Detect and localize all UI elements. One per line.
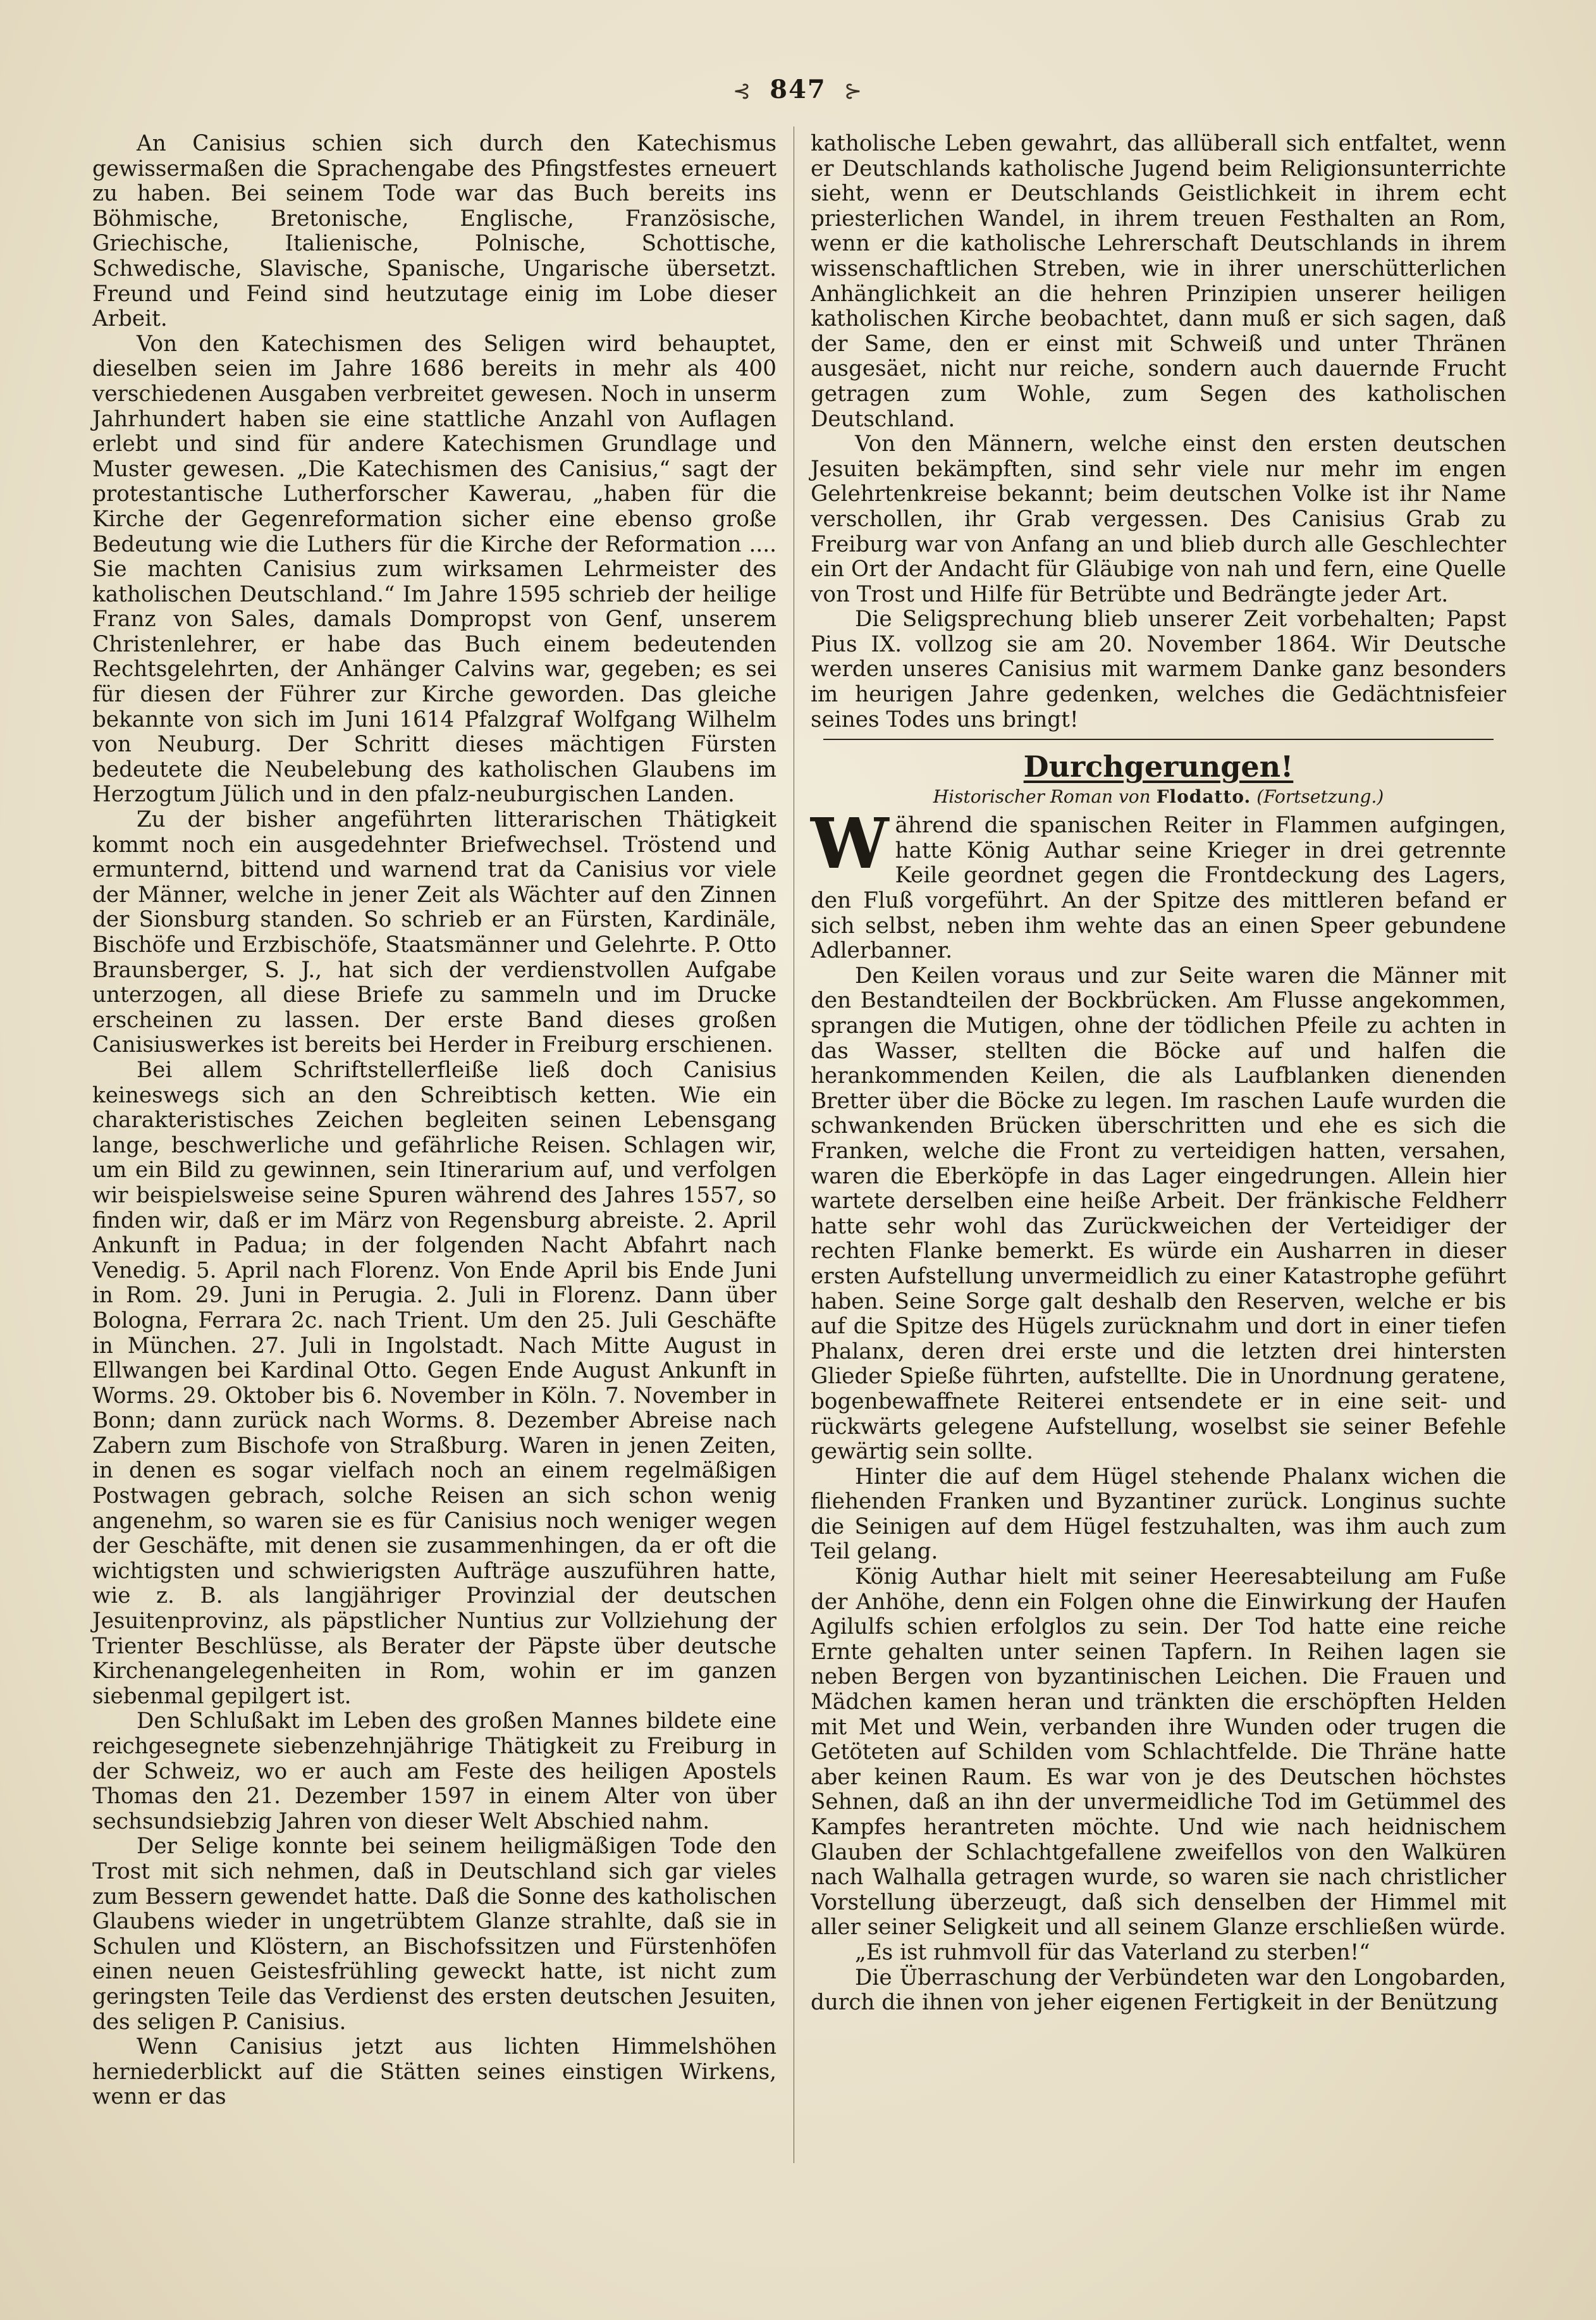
paragraph: An Canisius schien sich durch den Katechismus gewissermaßen die Sprachengabe des Pfingstfestes erneuert zu haben. Bei seinem Tode war das Buch bereits ins Böhmische, Bretonische, Englische, Französische, Griechische, Italienische, Polnische, Schottische, Schwedische, Slavische, Spanische, Ungarische übersetzt. Freund und Feind sind heutzutage einig im Lobe dieser Arbeit.	[92, 131, 777, 332]
paragraph: Zu der bisher angeführten litterarischen Thätigkeit kommt noch ein ausgedehnter Briefwechsel. Tröstend und ermunternd, bittend und warnend trat da Canisius vor viele der Männer, welche in jener Zeit als Wächter auf den Zinnen der Sionsburg standen. So schrieb er an Fürsten, Kardinäle, Bischöfe und Erzbischöfe, Staatsmänner und Gelehrte. P. Otto Braunsberger, S. J., hat sich der verdienstvollen Aufgabe unterzogen, all diese Briefe zu sammeln und im Drucke erscheinen zu lassen. Der erste Band dieses großen Canisiuswerkes ist bereits bei Herder in Freiburg erschienen.	[92, 807, 777, 1058]
paragraph: Den Schlußakt im Leben des großen Mannes bildete eine reichgesegnete siebenzehnjährige Thätigkeit zu Freiburg in der Schweiz, wo er auch am Feste des heiligen Apostels Thomas den 21. Dezember 1597 in einem Alter von über sechsundsiebzig Jahren von dieser Welt Abschied nahm.	[92, 1708, 777, 1834]
first-paragraph-text: ährend die spanischen Reiter in Flammen aufgingen, hatte König Authar seine Krieger in drei getrennte Keile geordnet gegen die Frontdeckung des Lagers, den Fluß vorgeführt. An der Spitze des mittleren befand er sich selbst, neben ihm wehte das an einen Speer gebundene Adlerbanner.	[811, 813, 1506, 964]
paragraph: „Es ist ruhmvoll für das Vaterland zu sterben!“	[855, 1939, 1370, 1965]
paragraph: Von den Männern, welche einst den ersten deutschen Jesuiten bekämpften, sind sehr viele nur mehr im engen Gelehrtenkreise bekannt; beim deutschen Volke ist ihr Name verschollen, ihr Grab vergessen. Des Canisius Grab zu Freiburg war von Anfang an und blieb durch alle Geschlechter ein Ort der Andacht für Gläubige von nah und fern, eine Quelle von Trost und Hilfe für Betrübte und Bedrängte jeder Art.	[811, 431, 1506, 607]
paragraph: Der Selige konnte bei seinem heiligmäßigen Tode den Trost mit sich nehmen, daß in Deutschland sich gar vieles zum Bessern gewendet hatte. Daß die Sonne des katholischen Glaubens wieder in ungetrübtem Glanze strahlte, daß sie in Schulen und Klöstern, an Bischofssitzen und Fürstenhöfen einen neuen Geistesfrühling geweckt hatte, ist nicht zum geringsten Teile das Verdienst des ersten deutschen Jesuiten, des seligen P. Canisius.	[92, 1834, 777, 2035]
byline-suffix: (Fortsetzung.)	[1256, 786, 1384, 808]
section-rule	[823, 739, 1494, 740]
ornament-left-icon: ⊰	[732, 78, 752, 104]
story-first-paragraph	[811, 803, 1506, 964]
story-byline	[811, 784, 1506, 810]
paragraph: Die Überraschung der Verbündeten war den Longobarden, durch die ihnen von jeher eigenen Fertigkeit in der Benützung	[811, 1965, 1506, 2016]
ornament-right-icon: ⊱	[844, 78, 864, 104]
paragraph: Den Keilen voraus und zur Seite waren die Männer mit den Bestandteilen der Bockbrücken. Am Flusse angekommen, sprangen die Mutigen, ohne der tödlichen Pfeile zu achten in das Wasser, stellten die Böcke auf und halfen die herankommenden Keilen, die als Laufblanken dienenden Bretter über die Böcke zu legen. Im raschen Laufe wurden die schwankenden Brücken überschritten und ehe es sich die Franken, welche die Front zu verteidigen hatten, versahen, waren die Eberköpfe in das Lager eingedrungen. Allein hier wartete derselben eine heiße Arbeit. Der fränkische Feldherr hatte sehr wohl das Zurückweichen der Verteidiger der rechten Flanke bemerkt. Es würde ein Ausharren in dieser ersten Aufstellung unvermeidlich zu einer Katastrophe geführt haben. Seine Sorge galt deshalb den Reserven, welche er bis auf die Spitze des Hügels zurücknahm und dort in einer tiefen Phalanx, deren drei erste und die letzten drei hintersten Glieder Spieße führten, aufstellte. Die in Unordnung geratene, bogenbewaffnete Reiterei entsendete er in eine seit- und rückwärts gelegene Aufstellung, woselbst sie seiner Befehle gewärtig sein sollte.	[811, 963, 1506, 1465]
byline-author: Flodatto.	[1156, 786, 1251, 808]
byline-prefix: Historischer Roman von	[933, 786, 1151, 808]
paragraph: katholische Leben gewahrt, das allüberall sich entfaltet, wenn er Deutschlands katholische Jugend beim Religionsunterrichte sieht, wenn er Deutschlands Geistlichkeit in ihrem echt priesterlichen Wandel, in ihrem treuen Festhalten an Rom, wenn er die katholische Lehrerschaft Deutschlands in ihrem wissenschaftlichen Streben, wie in ihrer unerschütterlichen Anhänglichkeit an die hehren Prinzipien unserer heiligen katholischen Kirche beobachtet, dann muß er sich sagen, daß der Same, den er einst mit Schweiß und unter Thränen ausgesäet, nicht nur reiche, sondern auch dauernde Frucht getragen zum Wohle, zum Segen des katholischen Deutschland.	[811, 131, 1506, 432]
paragraph: Bei allem Schriftstellerfleiße ließ doch Canisius keineswegs sich an den Schreibtisch ketten. Wie ein charakteristisches Zeichen begleiten seinen Lebensgang lange, beschwerliche und gefährliche Reisen. Schlagen wir, um ein Bild zu gewinnen, sein Itinerarium auf, und verfolgen wir beispielsweise seine Spuren während des Jahres 1557, so finden wir, daß er im März von Regensburg abreiste. 2. April Ankunft in Padua; in der folgenden Nacht Abfahrt nach Venedig. 5. April nach Florenz. Von Ende April bis Ende Juni in Rom. 29. Juni in Perugia. 2. Juli in Florenz. Dann über Bologna, Ferrara 2c. nach Trient. Um den 25. Juli Geschäfte in München. 27. Juli in Ingolstadt. Nach Mitte August in Ellwangen bei Kardinal Otto. Gegen Ende August Ankunft in Worms. 29. Oktober bis 6. November in Köln. 7. November in Bonn; dann zurück nach Worms. 8. Dezember Abreise nach Zabern zum Bischofe von Straßburg. Waren in jenen Zeiten, in denen es sogar vielfach noch an einem regelmäßigen Postwagen gebrach, solche Reisen an sich schon wenig angenehm, so waren sie es für Canisius noch weniger wegen der Geschäfte, mit denen sie zusammenhingen, da er oft die wichtigsten und schwierigsten Aufträge auszuführen hatte, wie z. B. als langjähriger Provinzial der deutschen Jesuitenprovinz, als päpstlicher Nuntius zur Vollziehung der Trienter Beschlüsse, als Berater der Päpste über deutsche Kirchenangelegenheiten in Rom, wohin er im ganzen siebenmal gepilgert ist.	[92, 1057, 777, 1709]
paragraph: Wenn Canisius jetzt aus lichten Himmelshöhen herniederblickt auf die Stätten seines einstigen Wirkens, wenn er das	[92, 2034, 777, 2110]
story-title: Durchgerungen!	[1023, 750, 1294, 784]
left-column	[92, 132, 777, 2110]
right-column	[811, 132, 1506, 2016]
paragraph: Hinter die auf dem Hügel stehende Phalanx wichen die fliehenden Franken und Byzantiner zurück. Longinus suchte die Seinigen auf dem Hügel festzuhalten, was ihm auch zum Teil gelang.	[811, 1464, 1506, 1565]
paragraph: König Authar hielt mit seiner Heeresabteilung am Fuße der Anhöhe, denn ein Folgen ohne die Einwirkung der Haufen Agilulfs schien erfolglos zu sein. Der Tod hatte eine reiche Ernte gehalten unter seinen Tapfern. In Reihen lagen sie neben Bergen von byzantinischen Leichen. Die Frauen und Mädchen kamen heran und tränkten die erschöpften Helden mit Met und Wein, verbanden ihre Wunden oder trugen die Getöteten auf Schilden vom Schlachtfelde. Die Thräne hatte aber keinen Raum. Es war von je des Deutschen höchstes Sehnen, daß an ihn der unvermeidliche Tod im Getümmel des Kampfes herantreten möchte. Und wie nach heidnischem Glauben der Schlachtgefallene zweifellos von den Walküren nach Walhalla getragen wurde, so waren sie nach christlicher Vorstellung überzeugt, daß sich denselben der Himmel mit aller seiner Seligkeit und all seinem Glanze erschließen würde.	[811, 1564, 1506, 1941]
page-header	[0, 75, 1596, 104]
paragraph: Von den Katechismen des Seligen wird behauptet, dieselben seien im Jahre 1686 bereits in mehr als 400 verschiedenen Ausgaben verbreitet gewesen. Noch in unserm Jahrhundert haben sie eine stattliche Anzahl von Auflagen erlebt und sind für andere Katechismen Grundlage und Muster gewesen. „Die Katechismen des Canisius,“ sagt der protestantische Lutherforscher Kawerau, „haben für die Kirche der Gegenreformation sicher eine ebenso große Bedeutung wie die Luthers für die Kirche der Reformation .... Sie machten Canisius zum wirksamen Lehrmeister des katholischen Deutschland.“ Im Jahre 1595 schrieb der heilige Franz von Sales, damals Dompropst von Genf, unserem Christenlehrer, er habe das Buch einem bedeutenden Rechtsgelehrten, der Anhänger Calvins war, gegeben; es sei für diesen der Führer zur Kirche geworden. Das gleiche bekannte von sich im Juni 1614 Pfalzgraf Wolfgang Wilhelm von Neuburg. Der Schritt dieses mächtigen Fürsten bedeutete die Neubelebung des katholischen Glaubens im Herzogtum Jülich und in den pfalz-neuburgischen Landen.	[92, 331, 777, 808]
paragraph: Die Seligsprechung blieb unserer Zeit vorbehalten; Papst Pius IX. vollzog sie am 20. November 1864. Wir Deutsche werden unseres Canisius mit warmem Danke ganz besonders im heurigen Jahre gedenken, welches die Gedächtnisfeier seines Todes uns bringt!	[811, 607, 1506, 732]
page-number: 847	[770, 75, 826, 104]
drop-cap: W	[811, 803, 889, 885]
